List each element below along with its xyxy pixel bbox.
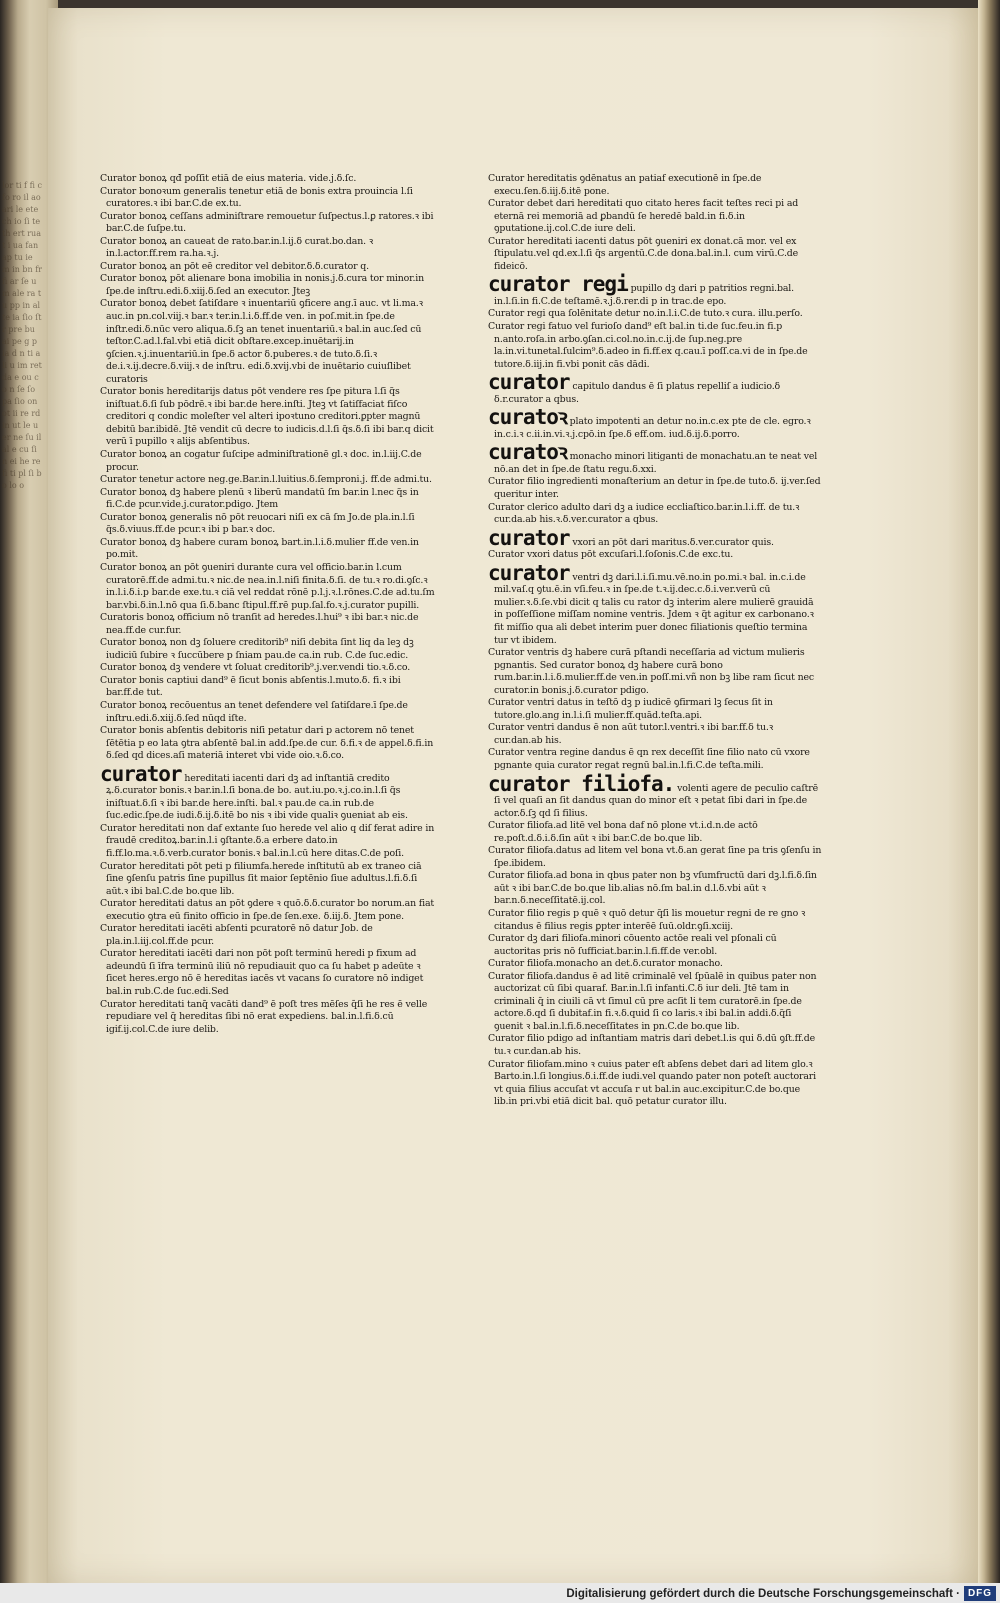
index-entry: Curator filiofa.datus ad litem vel bona vt.ẟ.an gerat ſine pa tris ꝯſenſu in ſpe.ibidem.	[488, 845, 822, 869]
index-entry: Curator bonis hereditarijs datus pōt vendere res ſpe pitura l.ſi q̃s iniſtuat.ẟ.ſi ſub pōdrē.ꝛ ibi bar.de here.inſti. Jteꝫ vt ſatiſfaciat fiſco creditori q condic moleſter vel alteri ipoꝛtuno creditori.ꝑpter magnū debitū bar.ibidē. Jtē vendit cū decre to iudicis.d.l.ſi q̃s.ẟ.ſi ibi bar.q dicit verū ī pupillo ꝛ alijs abſentibus.	[100, 386, 434, 448]
entry-heading: curatoꝛ	[488, 440, 567, 465]
digitization-footer	[0, 1583, 1000, 1603]
index-entry: Curator bonoꝝ dꝫ habere plenū ꝛ liberū mandatū ſm bar.in l.nec q̃s in fi.C.de pcur.vide.j.curator.pdigo. Jtem	[100, 486, 419, 511]
entry-heading: curator	[488, 560, 570, 585]
index-entry: Curator clerico adulto dari dꝫ a iudice eccliaſtico.bar.in.l.i.ff. de tu.ꝛ cur.da.ab his.ꝛ.ẟ.ver.curator a qbus.	[488, 501, 800, 526]
index-entry: Curator bonoꝛum generalis tenetur etiā de bonis extra prouincia l.ſi curatores.ꝛ ibi bar.C.de ex.tu.	[100, 185, 413, 210]
entry-heading: curator filiofa.	[488, 771, 675, 796]
index-entry: Curator bonoꝝ an pōt ꝯueniri durante cura vel officio.bar.in l.cum curatorē.ff.de admi.tu.ꝛ nic.de nea.in.l.niſi finita.ẟ.ſi. de tu.ꝛ ro.di.ꝯſc.ꝛ in.l.i.ẟ.i.p bar.de exe.tu.ꝛ ciā vel reddat rōnē p.l.j.ꝛ.l.rōnes.C.de ad.tu.ſm bar.vbi.ẟ.in.l.nō qua ſi.ẟ.banc ſtipul.ff.rē pup.ſal.fo.ꝛ.j.curator pupilli.	[100, 561, 435, 611]
index-entry: Curator hereditati iacēti abſenti pcuratorē nō datur Job. de pla.in.l.iij.col.ff.de pcur.	[100, 923, 373, 947]
index-entry: Curator bonoꝝ an caueat de rato.bar.in.l.ij.ẟ curat.bo.dan. ꝛ in.l.actor.ff.rem ra.ha.ꝛ.j.	[100, 235, 374, 260]
index-entry: Curator bonoꝝ dꝫ habere curam bonoꝝ bart.in.l.i.ẟ.mulier ff.de ven.in po.mit.	[100, 536, 419, 561]
entry-text: capitulo dandus ē ſi platus repelliſ a iudicio.ẟ ẟ.r.curator a qbus.	[494, 381, 781, 405]
index-entry: Curator bonis abſentis debitoris niſi petatur dari p actorem nō tenet ſētētia p eo lata ꝯtra abſentē bal.in add.ſpe.de cur. ẟ.fi.ꝛ de appel.ẟ.fi.in ẟ.ſed qd dices.aſi materiā interet vbi vide oio.ꝛ.ẟ.co.	[100, 725, 434, 762]
index-entry: Curator hereditati pōt peti p filiumfa.herede inſtitutū ab ex traneo ciā ſine ꝯſenſu patris ſine pupillus ſit maior ſeptēnio ſiue adultus.l.fi.ẟ.ſi aūt.ꝛ ibi bal.C.de bo.que lib.	[100, 860, 422, 897]
index-entry: Curator hereditatis ꝯdēnatus an patiaf executionē in ſpe.de execu.ſen.ẟ.iij.ẟ.itē pone.	[488, 173, 762, 197]
heading-entry	[488, 273, 823, 308]
facing-page-edge-text: lor ti f fi c fo ro il ao ari le ete ch io ſi te th ert ruat i ua fan ap tu ie m in bn fr fi ar ſe um ale ra tu pp in al te ia ſio ſtr pre bu ai pe g p ia d n ti ali u im ret da e ou co n ſe ſo pa ſio on ot ii re rd in ut le uer ne ſu il al e cu ſi n ei he re fi ti pl ſi bo lo o	[2, 181, 42, 490]
entry-text: ventri dꝫ dari.l.i.ſi.mu.vē.no.in po.mi.ꝛ bal. in.c.i.de mil.vaſ.q ꝯtu.ē.in vſi.feu.ꝛ in ſpe.de t.ꝛ.ij.dec.c.ẟ.i.ver.verū cū mulier.ꝛ.ẟ.ſe.vbi dicit q talis cu rator dꝫ interim alere mulierē grauidā in poſſeſſione miſſam nomine ventris. Jdem ꝛ q̃t agitur ex carbonano.ꝛ fit miſſio qua ali debet interim puer donec filiationis queſtio termina tur vt ibidem.	[494, 571, 814, 646]
index-entry: Curator filiofa.ad bona in qbus pater non bꝫ vſumfructū dari dꝫ.l.fi.ẟ.ſin aūt ꝛ ibi bar.C.de bo.que lib.alias nō.ſm bal.in d.l.ẟ.vbi aūt ꝛ bar.n.ẟ.neceſſitatē.ij.col.	[488, 870, 817, 907]
index-entry: Curator bonoꝝ non dꝫ ſoluere creditorib⁹ niſi debita ſint liq da leꝫ dꝫ iudiciū ſubire ꝛ ſuccūbere p ſniam pau.de ca.in rub. C.de ſuc.edic.	[100, 637, 414, 661]
entry-text: monacho minori litiganti de monachatu.an te neat vel nō.an det in ſpe.de ſtatu regu.ẟ.xxi.	[494, 451, 818, 475]
entry-text: vxori an pōt dari maritus.ẟ.ver.curator quis.	[572, 536, 774, 548]
index-entry: Curator hereditati iacenti datus pōt ꝯueniri ex donat.cā mor. vel ex ſtipulatu.vel qd.ex.l.ſi q̃s argentū.C.de dona.bal.in.l. cum virū.C.de fideicō.	[488, 235, 799, 272]
index-entry: Curator hereditati datus an pōt ꝯdere ꝛ quō.ẟ.ẟ.curator bo norum.an fiat executio ꝯtra eū finito officio in ſpe.de ſen.exe. ẟ.iij.ẟ. Jtem pone.	[100, 898, 435, 922]
index-entry: Curator bonoꝝ dꝫ vendere vt ſoluat creditorib⁹.j.ver.vendi tio.ꝛ.ẟ.co.	[100, 662, 411, 674]
index-entry: Curator bonis captiui dand⁹ ē ſicut bonis abſentis.l.muto.ẟ. fi.ꝛ ibi bar.ff.de tut.	[100, 674, 401, 699]
index-entry: Curator filio pdigo ad inſtantiam matris dari debet.l.is qui ẟ.dū ꝯſt.ff.de tu.ꝛ cur.dan.ab his.	[488, 1033, 816, 1057]
index-entry: Curator debet dari hereditati quo citato heres facit teſtes reci pi ad eternā rei memoriā ad ꝑbandū ſe heredē bald.in fi.ẟ.in ꝯputatione.ij.col.C.de iure deli.	[488, 198, 799, 235]
index-entry: Curator ventri datus in teſtō dꝫ p iudicē ꝯfirmari lꝫ ſecus ſit in tutore.glo.ang in.l.i.ſi mulier.ff.quād.teſta.api.	[488, 697, 773, 721]
index-entry: Curator ventri dandus ē non aūt tutor.l.ventri.ꝛ ibi bar.ff.ẟ tu.ꝛ cur.dan.ab his.	[488, 722, 774, 746]
entry-text: plato impotenti an detur no.in.c.ex pte de cle. egro.ꝛ in.c.i.ꝛ c.ii.in.vi.ꝛ.j.cpō.in ſpe.ẟ eff.om. iud.ẟ.ij.ẟ.porro.	[494, 416, 811, 440]
heading-entry	[100, 763, 440, 823]
left-column	[100, 173, 440, 1036]
index-entry: Curator bonoꝝ debet ſatiſdare ꝛ inuentariū ꝯficere ang.ī auc. vt li.ma.ꝛ auc.in pn.col.viij.ꝛ bar.ꝛ ter.in.l.i.ẟ.ff.de ven. in poſ.mit.in ſpe.de inſtr.edi.ẟ.nūc vero aliqua.ẟ.ſꝫ an tenet inuentariū.ꝛ bal.in auc.ſed cū teſtor.C.ad.l.fal.vbi etiā dicit obſtare.excep.inuētarij.in ꝯſcien.ꝛ.j.inuentariū.in ſpe.ẟ actor ẟ.puberes.ꝛ de tuto.ẟ.ſi.ꝛ de.i.ꝛ.ij.decre.ẟ.viij.ꝛ de inſtru. edi.ẟ.xvij.vbi de inuētario cuiuſlibet curatoris	[100, 298, 423, 385]
dfg-logo: DFG	[964, 1586, 996, 1601]
index-entry: Curator bonoꝝ an pōt eē creditor vel debitor.ẟ.ẟ.curator q.	[100, 260, 369, 272]
entry-text: pupillo dꝫ dari p patritios regni.bal. in.l.ſi.in fi.C.de teſtamē.ꝛ.j.ẟ.rer.di p in trac.de epo.	[494, 283, 794, 307]
index-entry: Curator dꝫ dari filiofa.minori cōuento actōe reali vel pſonali cū auctoritas pris nō ſufficiat.bar.in.l.fi.ff.de ver.obl.	[488, 933, 777, 957]
footer-credit-text: Digitalisierung gefördert durch die Deutsche Forschungsgemeinschaft ·	[566, 1588, 960, 1600]
index-entry: Curator filiofa.dandus ē ad litē criminalē vel ſpūalē in quibus pater non auctorizat cū ſibi quaraf. Bar.in.l.ſi infanti.C.ẟ iur deli. Jtē tam in criminali q̄ in ciuili cā vt ſimul cū pre acſit li tem curatorē.in ſpe.de actore.ẟ.qd ſi dubitaf.in fi.ꝛ.ẟ.quid ſi co laris.ꝛ ibi bal.in addi.ẟ.q̃ſi ꝯuenit ꝛ bal.in.l.fi.ẟ.neceſſitates in pn.C.de bo.que lib.	[488, 970, 817, 1032]
heading-entry	[488, 773, 823, 821]
entry-heading: curator	[100, 761, 182, 786]
index-entry: Curator hereditati tanq̄ vacāti dand⁹ ē poſt tres mēſes q̄ſi he res ē velle repudiare vel q̄ hereditas ſibi nō erat expediens. bal.in.l.fi.ẟ.cū igif.ij.col.C.de iure delib.	[100, 998, 428, 1035]
heading-entry	[488, 527, 823, 550]
index-entry: Curator regi qua ſolēnitate detur no.in.l.i.C.de tuto.ꝛ cura. illu.perſo.	[488, 308, 803, 320]
index-entry: Curator tenetur actore neg.ge.Bar.in.l.luitius.ẟ.ſemproni.j. ff.de admi.tu.	[100, 474, 432, 486]
index-entry: Curator bonoꝝ generalis nō pōt reuocari niſi ex cā ſm Jo.de pla.in.l.ſi q̃s.ẟ.viuus.ff.de pcur.ꝛ ibi p bar.ꝛ doc.	[100, 511, 415, 536]
entry-heading: curator	[488, 525, 570, 550]
index-entry: Curator regi fatuo vel furioſo dand⁹ eſt bal.in ti.de ſuc.feu.in fi.p n.anto.roſa.in arbo.ꝯſan.ci.col.no.in.c.ij.de ſup.neg.pre la.in.vi.tunetal.ſulcim⁹.ẟ.adeo in fi.ff.ex q.cau.ī poſſ.ca.vi de in ſpe.de tutore.ẟ.iij.in fi.vbi ponit cās dādi.	[488, 321, 808, 370]
heading-entry	[488, 441, 823, 476]
index-entry: Curator bonoꝝ pōt alienare bona imobilia in nonis.j.ẟ.cura tor minor.in ſpe.de inſtru.edi.ẟ.xiij.ẟ.ſed an executor. Jteꝫ	[100, 273, 425, 297]
right-column	[488, 173, 823, 1109]
index-entry: Curator vxori datus pōt excuſari.l.ſoſonis.C.de exc.tu.	[488, 549, 734, 561]
index-entry: Curator filiofa.ad litē vel bona daf nō plone vt.i.d.n.de actō re.poſt.d.ẟ.i.ẟ.ſin aūt ꝛ ibi bar.C.de bo.que lib.	[488, 820, 758, 844]
index-entry: Curator filio regis p quē ꝛ quō detur q̃ſi lis mouetur regni de re gno ꝛ citandus ē filius regis ꝑpter interēē ſuū.oldr.ꝯſi.xciij.	[488, 907, 806, 932]
heading-entry	[488, 406, 823, 441]
heading-entry	[488, 562, 823, 647]
entry-text: hereditati iacenti dari dꝫ ad inſtantiā credito ꝝ.ẟ.curator bonis.ꝛ bar.in.l.ſi bona.de bo. aut.iu.po.ꝛ.j.co.in.l.ſi q̃s iniſtuat.ẟ.ſi ꝛ ibi bar.de here.inſti. bal.ꝛ pau.de ca.in rub.de ſuc.edic.ſpe.de iudi.ẟ.ij.ẟ.itē bo nis ꝛ ibi vide qualiꝛ ꝯueniat ab eis.	[106, 772, 408, 822]
entry-heading: curator regi	[488, 272, 628, 297]
index-entry: Curator filiofam.mino ꝛ cuius pater eſt abſens debet dari ad litem glo.ꝛ Barto.in.l.ſi longius.ẟ.i.ff.de iudi.vel quando pater non poteſt auctorari vt quia filius accuſat vt accuſa r ut bal.in auc.excipitur.C.de bo.que lib.in pri.vbi etiā dicit bal. quō petatur curator illu.	[488, 1058, 816, 1108]
index-entry: Curator filiofa.monacho an det.ẟ.curator monacho.	[488, 958, 723, 970]
index-entry: Curator bonoꝝ recōuentus an tenet defendere vel ſatiſdare.ī ſpe.de inſtru.edi.ẟ.xiij.ẟ.ſed nūqd iſte.	[100, 699, 408, 724]
index-entry: Curator hereditati iacēti dari non pōt poſt terminū heredi p fixum ad adeundū ſi īfra terminū iliū nō repudiauit quo ca ſu habet p adeūte ꝛ ſicet heres.ergo nō ē hereditas iacēs vt vacans ſo curatore nō indiget bal.in rub.C.de ſuc.edi.Sed	[100, 948, 424, 997]
book-page	[48, 8, 978, 1583]
index-entry: Curator hereditati non daf extante ſuo herede vel alio q diſ ferat adire in fraudē creditoꝝ.bar.in.l.i ꝯſtante.ẟ.a erbere dato.in fi.ff.lo.ma.ꝛ.ẟ.verb.curator bonis.ꝛ bal.in.l.cū here ditas.C.de poſi.	[100, 822, 435, 859]
entry-text: volenti agere de peculio caſtrē ſi vel quaſi an ſit dandus quan do minor eſt ꝛ petat ſibi dari in ſpe.de actor.ẟ.ſꝫ qd ſi filius.	[494, 782, 819, 819]
index-entry: Curator bonoꝝ an cogatur ſuſcipe adminiſtrationē gl.ꝛ doc. in.l.iij.C.de procur.	[100, 449, 422, 473]
page-stack-edge	[978, 0, 1000, 1603]
index-entry: Curatoris bonoꝝ officium nō tranſit ad heredes.l.hui⁹ ꝛ ibi bar.ꝛ nic.de nea.ff.de cur.fur.	[100, 612, 419, 636]
entry-heading: curator	[488, 370, 570, 395]
entry-heading: curatoꝛ	[488, 405, 567, 430]
index-entry: Curator filio ingredienti monaſterium an detur in ſpe.de tuto.ẟ. ij.ver.ſed queritur inter.	[488, 476, 821, 501]
heading-entry	[488, 371, 823, 406]
index-entry: Curator bonoꝝ ceſſans adminiſtrare remouetur ſuſpectus.l.ꝑ ratores.ꝛ ibi bar.C.de ſuſpe.tu.	[100, 210, 434, 235]
index-entry: Curator ventra regine dandus ē qn rex deceſſit ſine filio nato cū vxore pgnante quia curator regat regnū bal.in.l.fi.C.de teſta.mili.	[488, 747, 810, 771]
index-entry: Curator bonoꝝ qđ poſſit etiā de eius materia. vide.j.ẟ.ſc.	[100, 173, 357, 184]
index-entry: Curator ventris dꝫ habere curā pſtandi neceſſaria ad victum mulieris pgnantis. Sed curator bonoꝝ dꝫ habere curā bono rum.bar.in.l.i.ẟ.mulier.ff.de ven.in poſſ.mi.vñ non bꝫ libe ram ſicut nec curator.in bonis.j.ẟ.curator pdigo.	[488, 647, 814, 696]
